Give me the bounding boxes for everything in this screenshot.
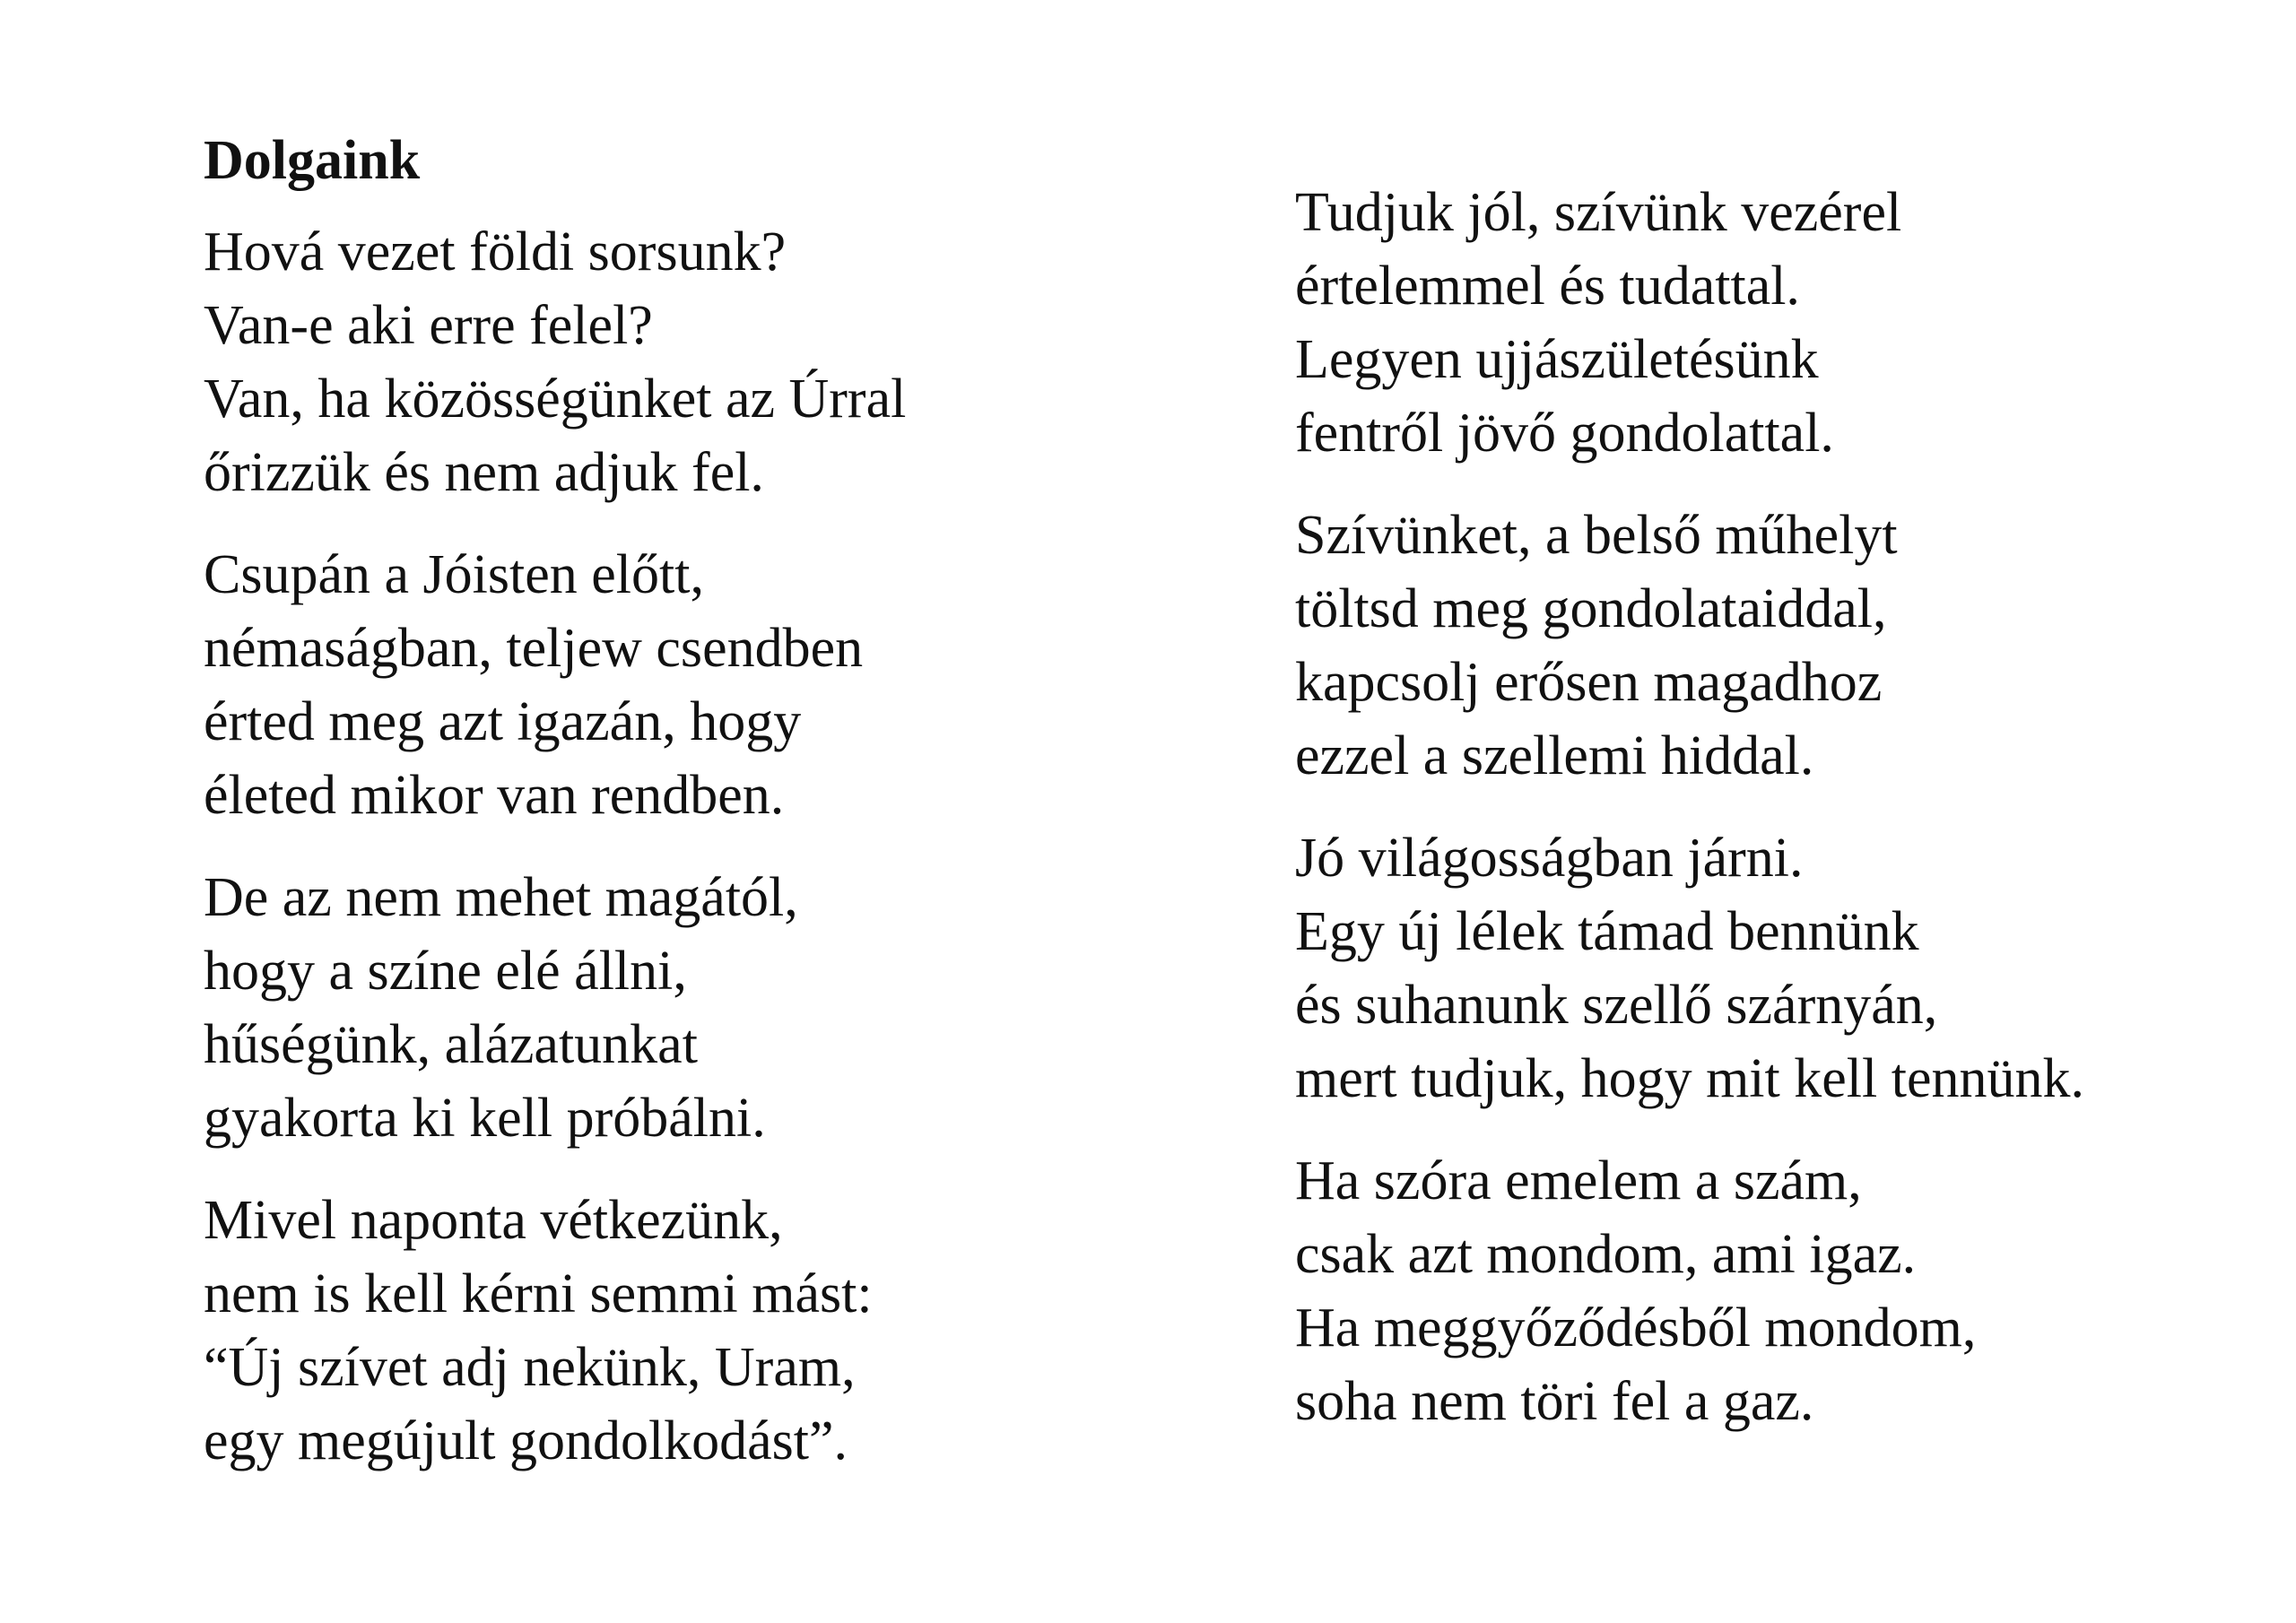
poem-line: töltsd meg gondolataiddal, [1295,578,1887,639]
poem-line: Mivel naponta vétkezünk, [204,1190,783,1251]
poem-line: értelemmel és tudattal. [1295,256,1800,317]
poem-line: Van-e aki erre felel? [204,295,653,356]
poem-line: Tudjuk jól, szívünk vezérel [1295,182,1902,243]
poem-line: egy megújult gondolkodást”. [204,1410,848,1471]
poem-title: Dolgaink [204,130,421,191]
poem-line: hűségünk, alázatunkat [204,1014,698,1075]
stanza-6 [1295,499,2282,793]
poem-line: Egy új lélek támad bennünk [1295,901,1919,962]
poem-line: és suhanunk szellő szárnyán, [1295,975,1938,1036]
poem-line: hogy a színe elé állni, [204,941,687,1002]
poem-line: De az nem mehet magától, [204,867,798,928]
poem-line: gyakorta ki kell próbálni. [204,1088,766,1149]
stanza-5 [1295,176,2282,470]
poem-line: Szívünket, a belső műhelyt [1295,505,1898,566]
stanza-4 [204,1184,1235,1478]
poem-line: Ha szóra emelem a szám, [1295,1150,1862,1211]
poem-line: csak azt mondom, ami igaz. [1295,1224,1917,1285]
right-column [1295,176,2282,1467]
left-column [204,124,1235,1506]
poem-line: Jó világosságban járni. [1295,828,1804,889]
poem-line: “Új szívet adj nekünk, Uram, [204,1337,856,1398]
poem-line: Ha meggyőződésből mondom, [1295,1298,1977,1358]
poem-line: Csupán a Jóisten előtt, [204,544,704,605]
poem-line: fentről jövő gondolattal. [1295,403,1834,464]
poem-line: életed mikor van rendben. [204,765,785,826]
poem-line: ezzel a szellemi hiddal. [1295,725,1814,786]
poem-line: nem is kell kérni semmi mást: [204,1263,873,1324]
poem-line: Hová vezet földi sorsunk? [204,221,787,282]
stanza-3 [204,861,1235,1155]
stanza-8 [1295,1144,2282,1438]
poem-line: Van, ha közösségünket az Úrral [204,369,907,430]
poem-line: mert tudjuk, hogy mit kell tennünk. [1295,1048,2084,1109]
poem-line: kapcsolj erősen magadhoz [1295,652,1883,713]
poem-line: soha nem töri fel a gaz. [1295,1371,1814,1432]
poem-line: érted meg azt igazán, hogy [204,691,802,752]
poem-line: Legyen ujjászületésünk [1295,329,1819,390]
poem-line: némaságban, teljew csendben [204,618,864,679]
stanza-7 [1295,821,2282,1115]
stanza-1 [204,215,1235,509]
poem-line: őrizzük és nem adjuk fel. [204,442,764,503]
stanza-2 [204,538,1235,832]
